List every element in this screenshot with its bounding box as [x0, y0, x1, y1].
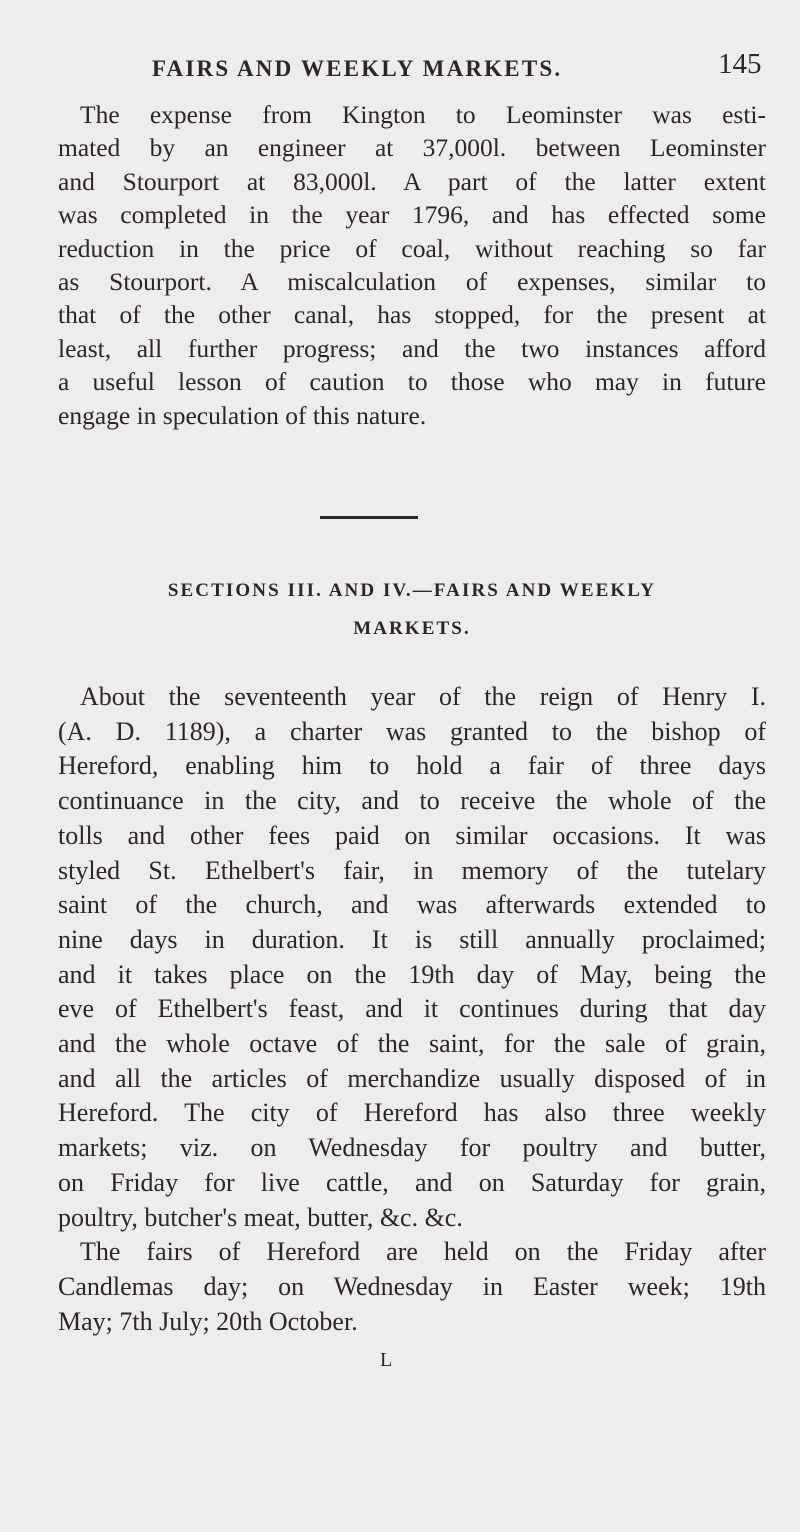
text-line: The fairs of Hereford are held on the Friday after: [80, 1237, 766, 1267]
text-line: tolls and other fees paid on similar occasions. It was: [58, 820, 766, 850]
text-line: Candlemas day; on Wednesday in Easter week; 19th: [58, 1271, 766, 1301]
text-line: reduction in the price of coal, without reaching so far: [58, 233, 766, 263]
text-line: saint of the church, and was afterwards extended to: [58, 890, 766, 920]
text-line: The expense from Kington to Leominster was esti-: [80, 100, 766, 129]
paragraph-hereford-fairs: [58, 680, 766, 1339]
text-line: on Friday for live cattle, and on Saturday for grain,: [58, 1167, 766, 1197]
text-line: mated by an engineer at 37,000l. between Leominster: [58, 133, 766, 163]
text-line: that of the other canal, has stopped, for the present at: [58, 300, 766, 330]
text-line: May; 7th July; 20th October.: [58, 1306, 358, 1336]
text-line: least, all further progress; and the two instances afford: [58, 333, 766, 363]
text-line: (A. D. 1189), a charter was granted to the bishop of: [58, 716, 766, 746]
text-line: styled St. Ethelbert's fair, in memory of the tutelary: [58, 855, 766, 885]
text-line: nine days in duration. It is still annually proclaimed;: [58, 924, 766, 954]
running-head: FAIRS AND WEEKLY MARKETS.: [152, 56, 563, 81]
text-line: was completed in the year 1796, and has effected some: [58, 200, 766, 230]
text-line: engage in speculation of this nature.: [58, 400, 427, 430]
text-line: a useful lesson of caution to those who may in future: [58, 367, 766, 397]
text-line: Hereford. The city of Hereford has also three weekly: [58, 1098, 766, 1128]
text-line: and the whole octave of the saint, for the sale of grain,: [58, 1029, 766, 1059]
text-line: continuance in the city, and to receive the whole of the: [58, 786, 766, 816]
section-heading: [58, 572, 766, 648]
text-line: markets; viz. on Wednesday for poultry and butter,: [58, 1133, 766, 1163]
text-line: poultry, butcher's meat, butter, &c. &c.: [58, 1202, 463, 1232]
text-line: About the seventeenth year of the reign of Henry I.: [80, 682, 766, 711]
text-line: as Stourport. A miscalculation of expenses, similar to: [58, 267, 766, 297]
signature-mark: L: [380, 1349, 393, 1371]
text-line: Hereford, enabling him to hold a fair of three days: [58, 751, 766, 781]
text-line: and Stourport at 83,000l. A part of the latter extent: [58, 166, 766, 196]
text-line: and it takes place on the 19th day of May, being the: [58, 959, 766, 989]
section-heading-line: MARKETS.: [353, 618, 471, 639]
text-line: eve of Ethelbert's feast, and it continues during that day: [58, 994, 766, 1024]
section-heading-line: SECTIONS III. AND IV.—FAIRS AND WEEKLY: [167, 580, 657, 601]
section-divider-rule: [320, 516, 418, 519]
paragraph-canal-expenses: [58, 98, 766, 432]
page-number: 145: [718, 48, 762, 80]
text-line: and all the articles of merchandize usually disposed of in: [58, 1063, 766, 1093]
